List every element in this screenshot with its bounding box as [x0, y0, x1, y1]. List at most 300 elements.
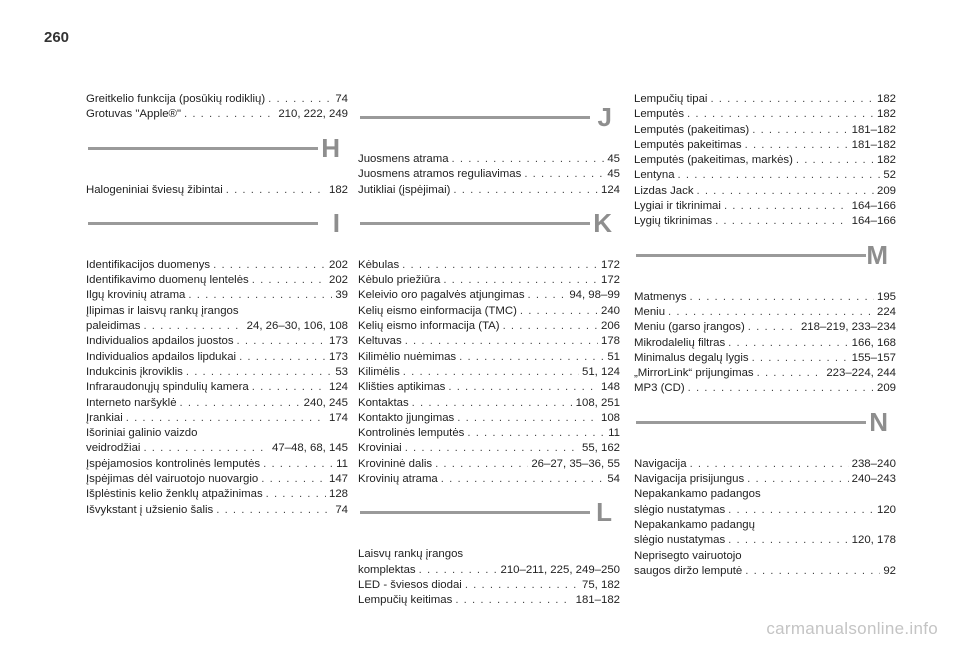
index-entry: [86, 365, 348, 380]
entry-line: [634, 153, 896, 168]
leader-dots: [266, 487, 326, 502]
entry-text: Lempučių keitimas: [358, 594, 453, 607]
leader-dots: [457, 411, 598, 426]
entry-text: Kėbulo priežiūra: [358, 274, 441, 287]
leader-dots: [796, 153, 874, 168]
entry-text-line: Išoriniai galinio vaizdo: [86, 427, 198, 440]
index-entry: [634, 199, 896, 214]
entry-pages: 240–243: [851, 473, 896, 486]
entry-line: [358, 273, 620, 288]
leader-dots: [443, 273, 598, 288]
entry-line: [634, 351, 896, 366]
entry-line: [86, 441, 348, 456]
index-entry: [358, 319, 620, 334]
entry-line: [86, 258, 348, 273]
entry-text: Indukcinis įkroviklis: [86, 365, 183, 378]
entry-pages: 209: [876, 382, 896, 395]
entry-line: [634, 366, 896, 381]
entry-text: Keleivio oro pagalvės atjungimas: [358, 289, 525, 302]
entry-pages: 240, 245: [303, 396, 348, 409]
entry-pages: 24, 26–30, 106, 108: [246, 320, 348, 333]
leader-dots: [252, 273, 326, 288]
section-letter: L: [596, 497, 612, 528]
entry-pages: 218–219, 233–234: [800, 321, 896, 334]
entry-line: [634, 472, 896, 487]
index-entry: [358, 350, 620, 365]
entry-text-line: Nepakankamo padangos: [634, 488, 761, 501]
entry-line: [86, 273, 348, 288]
entry-text: Krovinių atrama: [358, 473, 438, 486]
leader-dots: [752, 351, 849, 366]
entry-pages: 47–48, 68, 145: [271, 442, 348, 455]
entry-text: Kilimėlio nuėmimas: [358, 350, 457, 363]
leader-dots: [528, 288, 567, 303]
index-entry: [634, 549, 896, 580]
section-letter: N: [869, 406, 888, 437]
entry-pages: 74: [335, 503, 348, 516]
entry-pages: 174: [328, 411, 348, 424]
entry-pages: 39: [335, 289, 348, 302]
index-entry: [358, 152, 620, 167]
index-entry: [86, 107, 348, 122]
index-entry: [634, 472, 896, 487]
entry-pages: 182: [328, 183, 348, 196]
entry-text: Lentyna: [634, 169, 675, 182]
entry-pages: 182: [876, 93, 896, 105]
leader-dots: [435, 457, 528, 472]
index-entry: [86, 487, 348, 502]
leader-dots: [728, 336, 849, 351]
entry-pages: 238–240: [851, 457, 896, 470]
entry-text: Krovininė dalis: [358, 457, 433, 470]
entry-pages: 54: [607, 473, 620, 486]
entry-line: [86, 457, 348, 472]
index-entry: [86, 258, 348, 273]
index-entry: [86, 183, 348, 198]
entry-pages: 195: [876, 290, 896, 303]
entry-pages: 75, 182: [581, 578, 620, 591]
section-header: [358, 92, 620, 152]
entry-text: Įspėjamosios kontrolinės lemputės: [86, 457, 261, 470]
section-letter: H: [321, 132, 340, 163]
entry-line: [86, 334, 348, 349]
section-rule: [360, 511, 590, 514]
entry-text: Matmenys: [634, 290, 687, 303]
leader-dots: [452, 152, 605, 167]
entry-text: Jutikliai (įspėjimai): [358, 183, 451, 196]
entry-text-line: Nepakankamo padangų: [634, 518, 755, 531]
index-entry: [634, 366, 896, 381]
entry-line: [358, 334, 620, 349]
index-entry: [634, 320, 896, 335]
section-header: [358, 487, 620, 547]
entry-text: Kontakto įjungimas: [358, 411, 455, 424]
entry-text: Kroviniai: [358, 442, 402, 455]
entry-line: [634, 503, 896, 518]
entry-text: MP3 (CD): [634, 382, 685, 395]
section-letter: M: [866, 239, 888, 270]
entry-text: Lizdas Jack: [634, 184, 694, 197]
watermark: carmanualsonline.info: [766, 619, 938, 638]
entry-line: [634, 336, 896, 351]
entry-text: Įspėjimas dėl vairuotojo nuovargio: [86, 473, 259, 486]
entry-text: paleidimas: [86, 320, 141, 333]
entry-text: Lempučių tipai: [634, 93, 708, 105]
section-letter: K: [593, 207, 612, 238]
leader-dots: [459, 350, 604, 365]
entry-text-line: Laisvų rankų įrangos: [358, 548, 464, 561]
leader-dots: [412, 396, 573, 411]
section-header: [86, 198, 348, 258]
index-entry: [86, 288, 348, 303]
entry-line: [358, 380, 620, 395]
index-entry: [86, 426, 348, 457]
index-entry: [634, 138, 896, 153]
leader-dots: [678, 168, 881, 183]
section-rule: [636, 254, 866, 257]
entry-line: [358, 183, 620, 198]
leader-dots: [752, 123, 848, 138]
entry-line: [634, 305, 896, 320]
index-entry: [86, 380, 348, 395]
entry-pages: 223–224, 244: [826, 367, 896, 380]
entry-line: [86, 350, 348, 365]
entry-pages: 74: [335, 93, 348, 105]
index-entry: [358, 593, 620, 608]
entry-text: Identifikacijos duomenys: [86, 258, 211, 271]
index-entry: [634, 351, 896, 366]
entry-pages: 182: [876, 108, 896, 121]
entry-pages: 120, 178: [851, 534, 896, 547]
index-entry: [86, 396, 348, 411]
entry-text: Įrankiai: [86, 411, 123, 424]
entry-text: Halogeniniai šviesų žibintai: [86, 183, 223, 196]
index-entry: [634, 184, 896, 199]
entry-text: Meniu (garso įrangos): [634, 321, 745, 334]
entry-text-line: Neprisegto vairuotojo: [634, 549, 742, 562]
entry-line: [86, 411, 348, 426]
entry-text: Kelių eismo einformacija (TMC): [358, 304, 517, 317]
entry-line: [358, 578, 620, 593]
section-header: [634, 230, 896, 290]
entry-line: [634, 107, 896, 122]
leader-dots: [143, 319, 243, 334]
entry-line: [86, 319, 348, 334]
entry-line: [634, 381, 896, 396]
entry-text: Greitkelio funkcija (posūkių rodiklių): [86, 93, 266, 105]
index-entry: [358, 457, 620, 472]
leader-dots: [216, 503, 332, 518]
leader-dots: [524, 167, 604, 182]
entry-pages: 181–182: [851, 123, 896, 136]
entry-pages: 172: [600, 258, 620, 271]
leader-dots: [748, 320, 798, 335]
entry-line: [358, 304, 620, 319]
index-entry: [634, 123, 896, 138]
leader-dots: [188, 288, 332, 303]
section-rule: [360, 222, 590, 225]
index-entry: [86, 411, 348, 426]
leader-dots: [455, 593, 572, 608]
entry-line: [634, 214, 896, 229]
leader-dots: [745, 564, 880, 579]
entry-line: [634, 123, 896, 138]
index-entry: [86, 350, 348, 365]
index-entry: [358, 288, 620, 303]
index-entry: [358, 441, 620, 456]
index-entry: [358, 426, 620, 441]
entry-line: [634, 168, 896, 183]
index-entry: [634, 457, 896, 472]
entry-line: [86, 380, 348, 395]
entry-text: Kontaktas: [358, 396, 409, 409]
entry-text: Lemputės (pakeitimas, markės): [634, 154, 793, 167]
leader-dots: [724, 199, 849, 214]
index-entry: [358, 365, 620, 380]
section-rule: [636, 421, 866, 424]
entry-line: [358, 350, 620, 365]
entry-pages: 94, 98–99: [569, 289, 620, 302]
leader-dots: [687, 107, 874, 122]
index-entry: [358, 334, 620, 349]
entry-line: [86, 503, 348, 518]
leader-dots: [465, 578, 579, 593]
entry-pages: 55, 162: [581, 442, 620, 455]
entry-line: [634, 564, 896, 579]
entry-text: Išvykstant į užsienio šalis: [86, 503, 214, 516]
entry-pages: 11: [336, 457, 348, 470]
index-entry: [634, 214, 896, 229]
entry-text: saugos diržo lemputė: [634, 564, 743, 577]
index-entry: [86, 273, 348, 288]
entry-text: Identifikavimo duomenų lentelės: [86, 274, 249, 287]
entry-text: slėgio nustatymas: [634, 534, 726, 547]
index-column-3: [634, 92, 896, 579]
entry-pages: 11: [608, 427, 620, 440]
section-rule: [88, 222, 318, 225]
entry-line: [358, 457, 620, 472]
entry-pages: 181–182: [575, 594, 620, 607]
entry-text-line: Įlipimas ir laisvų rankų įrangos: [86, 304, 239, 317]
leader-dots: [180, 396, 301, 411]
entry-text: Juosmens atrama: [358, 153, 449, 165]
leader-dots: [239, 350, 326, 365]
entry-line: [634, 533, 896, 548]
leader-dots: [184, 107, 275, 122]
entry-pages: 45: [607, 153, 620, 165]
entry-line: [634, 290, 896, 305]
entry-line: [634, 199, 896, 214]
index-entry: [634, 92, 896, 107]
leader-dots: [186, 365, 332, 380]
entry-text: Ilgų krovinių atrama: [86, 289, 186, 302]
entry-pages: 53: [335, 365, 348, 378]
entry-line: [86, 92, 348, 107]
entry-line: [634, 320, 896, 335]
entry-line: [358, 472, 620, 487]
entry-pages: 45: [607, 168, 620, 181]
index-entry: [358, 472, 620, 487]
index-entry: [634, 336, 896, 351]
entry-text: Interneto naršyklė: [86, 396, 177, 409]
entry-pages: 210–211, 225, 249–250: [500, 563, 620, 576]
entry-line: [358, 365, 620, 380]
index-entry: [358, 273, 620, 288]
entry-text: Individualios apdailos lipdukai: [86, 350, 237, 363]
index-entry: [634, 381, 896, 396]
entry-pages: 164–166: [851, 200, 896, 213]
entry-text: Lygiai ir tikrinimai: [634, 200, 721, 213]
leader-dots: [261, 472, 326, 487]
entry-line: [634, 92, 896, 107]
entry-pages: 147: [328, 473, 348, 486]
leader-dots: [697, 184, 874, 199]
entry-text: Navigacija prisijungus: [634, 473, 745, 486]
entry-line: [358, 426, 620, 441]
leader-dots: [143, 441, 269, 456]
entry-pages: 120: [876, 503, 896, 516]
entry-line: [358, 152, 620, 167]
entry-line: [634, 138, 896, 153]
leader-dots: [268, 92, 332, 107]
entry-pages: 26–27, 35–36, 55: [531, 457, 620, 470]
entry-pages: 164–166: [851, 215, 896, 228]
entry-line: [358, 563, 620, 578]
entry-pages: 202: [328, 274, 348, 287]
index-entry: [358, 547, 620, 578]
leader-dots: [419, 563, 498, 578]
section-header: [358, 198, 620, 258]
entry-pages: 92: [883, 564, 896, 577]
entry-pages: 240: [600, 304, 620, 317]
index-entry: [86, 503, 348, 518]
entry-text: Kelių eismo informacija (TA): [358, 320, 500, 333]
leader-dots: [448, 380, 598, 395]
entry-line: [634, 184, 896, 199]
index-entry: [86, 472, 348, 487]
section-header: [634, 397, 896, 457]
section-letter: J: [597, 102, 612, 132]
entry-text: Kilimėlis: [358, 365, 400, 378]
entry-pages: 202: [328, 258, 348, 271]
entry-text: Infraraudonųjų spindulių kamera: [86, 381, 249, 394]
entry-pages: 209: [876, 184, 896, 197]
entry-pages: 124: [328, 381, 348, 394]
index-column-1: [86, 92, 348, 518]
section-rule: [88, 147, 318, 150]
leader-dots: [213, 258, 326, 273]
index-entry: [358, 411, 620, 426]
index-entry: [634, 290, 896, 305]
entry-line: [358, 258, 620, 273]
entry-text: Lemputės pakeitimas: [634, 138, 742, 151]
leader-dots: [668, 305, 874, 320]
entry-pages: 51: [607, 350, 620, 363]
leader-dots: [237, 334, 326, 349]
entry-text: Kontrolinės lemputės: [358, 427, 465, 440]
leader-dots: [745, 138, 849, 153]
entry-pages: 182: [876, 154, 896, 167]
entry-pages: 166, 168: [851, 336, 896, 349]
index-entry: [358, 183, 620, 198]
index-entry: [358, 304, 620, 319]
entry-text: LED - šviesos diodai: [358, 578, 462, 591]
index-entry: [634, 153, 896, 168]
entry-pages: 124: [600, 183, 620, 196]
page-number: 260: [44, 29, 70, 46]
entry-line: [358, 441, 620, 456]
index-entry: [86, 457, 348, 472]
entry-pages: 108: [600, 411, 620, 424]
entry-pages: 181–182: [851, 138, 896, 151]
entry-text: Juosmens atramos reguliavimas: [358, 168, 522, 181]
index-entry: [358, 396, 620, 411]
leader-dots: [226, 183, 326, 198]
entry-text: Minimalus degalų lygis: [634, 351, 749, 364]
leader-dots: [747, 472, 848, 487]
index-entry: [634, 107, 896, 122]
index-entry: [358, 167, 620, 182]
leader-dots: [520, 304, 598, 319]
entry-text: „MirrorLink“ prijungimas: [634, 367, 754, 380]
entry-text: Lemputės (pakeitimas): [634, 123, 750, 136]
entry-pages: 108, 251: [575, 396, 620, 409]
leader-dots: [690, 457, 849, 472]
entry-text: Išplėstinis kelio ženklų atpažinimas: [86, 488, 263, 501]
leader-dots: [503, 319, 598, 334]
index-entry: [358, 258, 620, 273]
entry-text: Kėbulas: [358, 258, 400, 271]
entry-pages: 173: [328, 350, 348, 363]
entry-line: [358, 167, 620, 182]
index-entry: [634, 168, 896, 183]
entry-pages: 172: [600, 274, 620, 287]
entry-line: [358, 319, 620, 334]
index-entry: [634, 518, 896, 549]
entry-pages: 224: [876, 305, 896, 318]
leader-dots: [467, 426, 605, 441]
entry-line: [358, 288, 620, 303]
leader-dots: [441, 472, 605, 487]
index-entry: [634, 487, 896, 518]
leader-dots: [403, 365, 579, 380]
entry-pages: 155–157: [851, 351, 896, 364]
entry-pages: 206: [600, 320, 620, 333]
index-entry: [358, 380, 620, 395]
leader-dots: [710, 92, 874, 107]
leader-dots: [252, 380, 326, 395]
entry-text: slėgio nustatymas: [634, 503, 726, 516]
entry-line: [86, 365, 348, 380]
leader-dots: [690, 290, 874, 305]
section-rule: [360, 116, 590, 119]
leader-dots: [405, 334, 598, 349]
entry-text: Lemputės: [634, 108, 685, 121]
leader-dots: [453, 183, 598, 198]
entry-text: Grotuvas "Apple®": [86, 108, 181, 121]
entry-text: Lygių tikrinimas: [634, 215, 713, 228]
index-entry: [86, 92, 348, 107]
leader-dots: [126, 411, 326, 426]
entry-text: Individualios apdailos juostos: [86, 335, 234, 348]
section-header: [86, 123, 348, 183]
leader-dots: [728, 533, 848, 548]
leader-dots: [688, 381, 874, 396]
entry-line: [86, 487, 348, 502]
index-entry: [86, 304, 348, 335]
entry-text: komplektas: [358, 563, 416, 576]
entry-pages: 178: [600, 335, 620, 348]
